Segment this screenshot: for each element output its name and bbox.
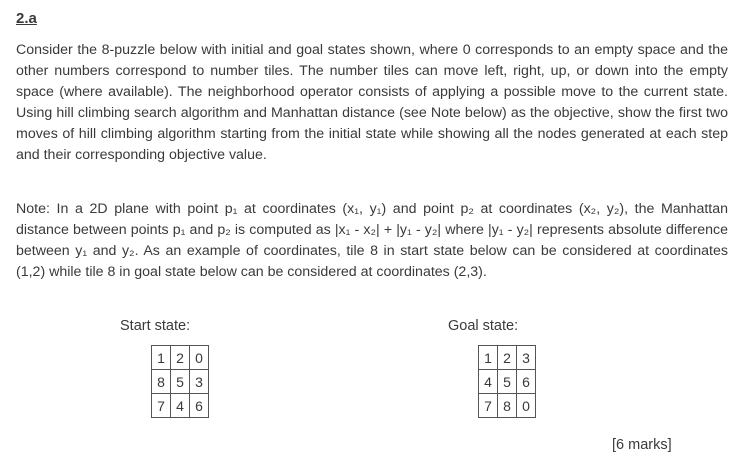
goal-tile: 2 bbox=[498, 346, 517, 370]
goal-tile: 1 bbox=[479, 346, 498, 370]
goal-row-2 bbox=[479, 370, 536, 394]
note-text: Note: In a 2D plane with point p₁ at coordinates (x₁, y₁) and point p₂ at coordinates (x₂, y₂), the Manhattan distance between points p₁ and p₂ is computed as |x₁ - x₂| + |y₁ - y₂| where |y₁ - y₂| represents absolute difference between y₁ and y₂. As an example of coordinates, tile 8 in start state below can be considered at coordinates (1,2) while tile 8 in goal state below can be considered at coordinates (2,3). bbox=[16, 201, 728, 280]
goal-row-1 bbox=[479, 346, 536, 370]
start-tile: 0 bbox=[190, 346, 209, 370]
marks-label: [6 marks] bbox=[612, 437, 672, 453]
goal-tile: 8 bbox=[498, 394, 517, 418]
goal-tile: 4 bbox=[479, 370, 498, 394]
start-tile: 4 bbox=[171, 394, 190, 418]
question-number: 2.a bbox=[16, 10, 37, 27]
start-row-2 bbox=[152, 370, 209, 394]
start-tile: 3 bbox=[190, 370, 209, 394]
start-tile: 2 bbox=[171, 346, 190, 370]
start-tile: 7 bbox=[152, 394, 171, 418]
start-tile: 5 bbox=[171, 370, 190, 394]
goal-state-grid bbox=[478, 345, 536, 418]
goal-tile: 6 bbox=[517, 370, 536, 394]
start-row-3 bbox=[152, 394, 209, 418]
start-tile: 8 bbox=[152, 370, 171, 394]
goal-tile: 3 bbox=[517, 346, 536, 370]
start-state-label: Start state: bbox=[120, 318, 191, 334]
goal-tile: 0 bbox=[517, 394, 536, 418]
goal-state-label: Goal state: bbox=[448, 318, 519, 334]
question-text: Consider the 8-puzzle below with initial and goal states shown, where 0 corresponds to an empty space and the other numbers correspond to number tiles. The number tiles can move left, right, up, or down into the empty space (where available). The neighborhood operator consists of applying a possible move to the current state. Using hill climbing search algorithm and Manhattan distance (see Note below) as the objective, show the first two moves of hill climbing algorithm starting from the initial state while showing all the nodes generated at each step and their corresponding objective value. bbox=[16, 42, 728, 163]
goal-tile: 7 bbox=[479, 394, 498, 418]
goal-tile: 5 bbox=[498, 370, 517, 394]
start-state-grid bbox=[151, 345, 209, 418]
start-tile: 1 bbox=[152, 346, 171, 370]
goal-row-3 bbox=[479, 394, 536, 418]
start-tile: 6 bbox=[190, 394, 209, 418]
start-row-1 bbox=[152, 346, 209, 370]
